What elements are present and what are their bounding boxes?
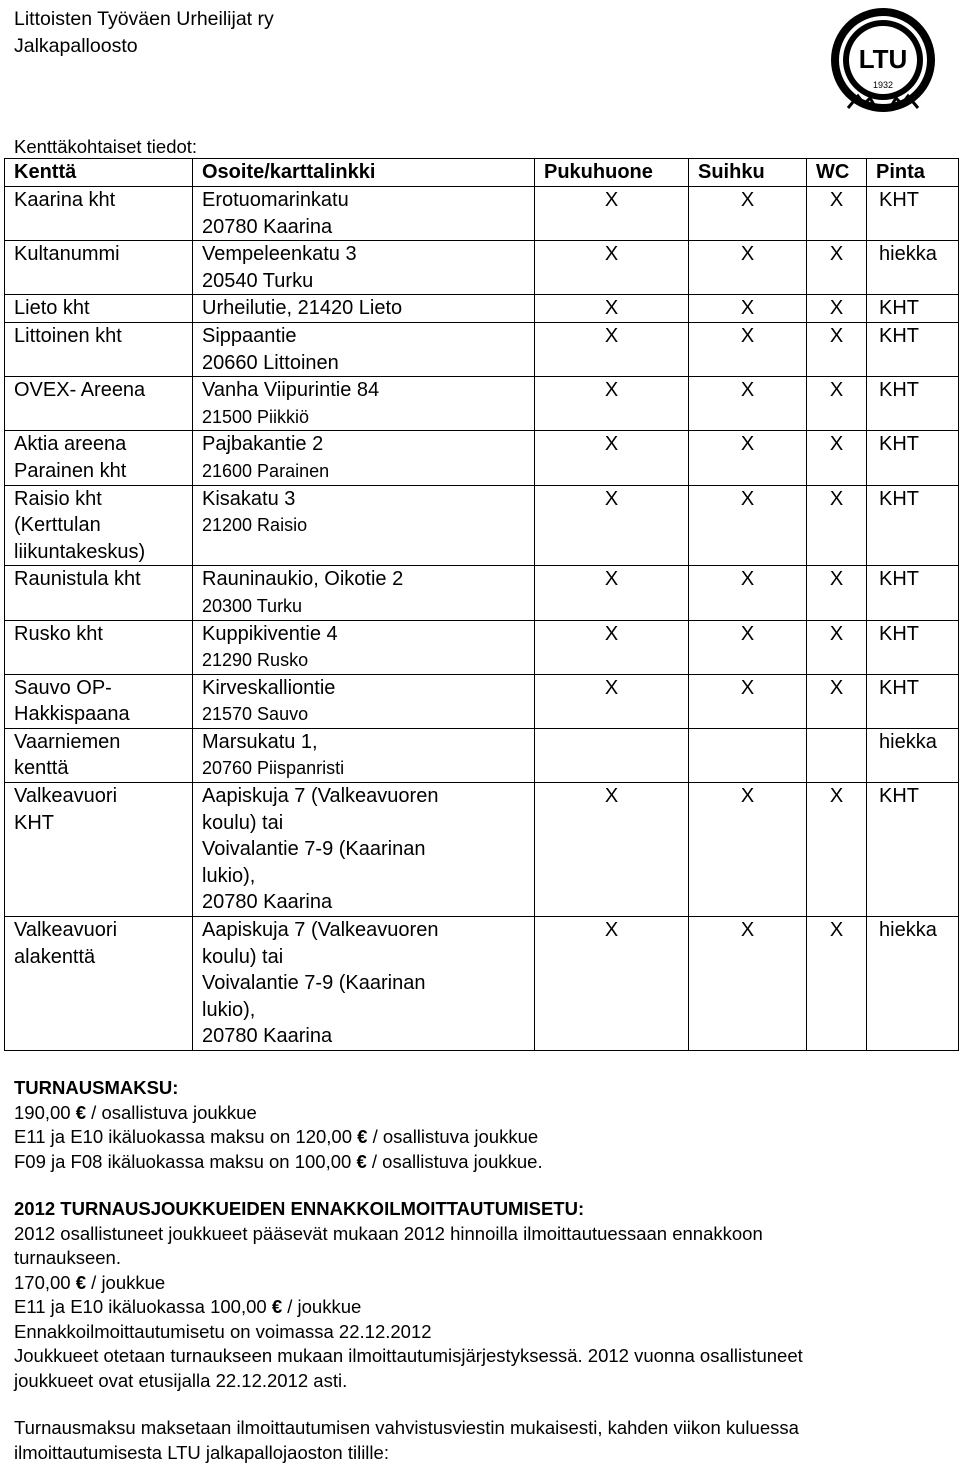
address-line: Aapiskuja 7 (Valkeavuoren xyxy=(202,919,439,942)
field-name-line: KHT xyxy=(14,811,54,834)
cell-dressing-room: X xyxy=(535,620,689,674)
cell-wc: X xyxy=(807,566,867,620)
cell-wc: X xyxy=(807,241,867,295)
field-name-line: alakenttä xyxy=(14,945,96,968)
cell-address xyxy=(193,295,535,323)
cell-field xyxy=(5,187,193,241)
cell-wc: X xyxy=(807,431,867,485)
payment-line: ilmoittautumisesta LTU jalkapallojaoston tilille: xyxy=(14,1441,389,1463)
cell-field xyxy=(5,295,193,323)
early-price-line: 170,00 € / joukkue xyxy=(14,1271,166,1293)
address-line: Voivalantie 7-9 (Kaarinan xyxy=(202,838,426,861)
table-row xyxy=(5,728,959,782)
field-name-line: Aktia areena xyxy=(14,433,127,456)
cell-surface: KHT xyxy=(867,620,959,674)
cell-address xyxy=(193,485,535,566)
address-line: 21290 Rusko xyxy=(202,650,309,671)
address-line: 21200 Raisio xyxy=(202,515,308,536)
cell-dressing-room: X xyxy=(535,917,689,1051)
field-name-line: Raunistula kht xyxy=(14,568,141,591)
cell-field xyxy=(5,431,193,485)
cell-field xyxy=(5,674,193,728)
cell-shower: X xyxy=(689,322,807,376)
cell-dressing-room: X xyxy=(535,295,689,323)
col-header-wc: WC xyxy=(807,159,867,187)
address-line: Kuppikiventie 4 xyxy=(202,622,338,645)
cell-shower: X xyxy=(689,620,807,674)
table-row xyxy=(5,187,959,241)
table-row xyxy=(5,566,959,620)
address-line: Urheilutie, 21420 Lieto xyxy=(202,297,403,320)
table-row xyxy=(5,241,959,295)
cell-shower: X xyxy=(689,917,807,1051)
cell-field xyxy=(5,377,193,431)
cell-surface: KHT xyxy=(867,187,959,241)
address-line: 21570 Sauvo xyxy=(202,704,309,725)
cell-surface: KHT xyxy=(867,322,959,376)
cell-surface: KHT xyxy=(867,377,959,431)
cell-shower: X xyxy=(689,295,807,323)
cell-dressing-room: X xyxy=(535,674,689,728)
address-line: 21500 Piikkiö xyxy=(202,406,310,427)
address-line: 20660 Littoinen xyxy=(202,351,339,374)
table-header-row xyxy=(5,159,959,187)
field-name-line: Kaarina kht xyxy=(14,189,116,211)
cell-surface: KHT xyxy=(867,485,959,566)
cell-shower: X xyxy=(689,241,807,295)
cell-field xyxy=(5,322,193,376)
cell-address xyxy=(193,322,535,376)
table-row xyxy=(5,674,959,728)
cell-surface: hiekka xyxy=(867,241,959,295)
cell-dressing-room: X xyxy=(535,566,689,620)
early-price-line: E11 ja E10 ikäluokassa 100,00 € / joukkue xyxy=(14,1296,362,1317)
section-intro: Kenttäkohtaiset tiedot: xyxy=(14,136,198,157)
cell-surface: KHT xyxy=(867,431,959,485)
org-department: Jalkapalloosto xyxy=(14,35,138,57)
cell-address xyxy=(193,783,535,917)
col-header-shower: Suihku xyxy=(689,159,807,187)
field-name-line: (Kerttulan xyxy=(14,514,101,537)
org-name: Littoisten Työväen Urheilijat ry xyxy=(14,8,274,30)
organization-header xyxy=(14,6,274,60)
field-name-line: Valkeavuori xyxy=(14,785,118,808)
address-line: 20760 Piispanristi xyxy=(202,758,345,779)
early-line: 2012 osallistuneet joukkueet pääsevät mukaan 2012 hinnoilla ilmoittautuessaan ennakkoon xyxy=(14,1222,763,1244)
cell-wc: X xyxy=(807,187,867,241)
col-header-address: Osoite/karttalinkki xyxy=(193,159,535,187)
address-line: Pajbakantie 2 xyxy=(202,433,324,456)
field-name-line: Vaarniemen xyxy=(14,730,121,753)
field-name-line: Parainen kht xyxy=(14,459,127,482)
field-name-line: liikuntakeskus) xyxy=(14,540,146,563)
cell-dressing-room: X xyxy=(535,431,689,485)
fee-line: F09 ja F08 ikäluokassa maksu on 100,00 € / osallistuva joukkue. xyxy=(14,1150,543,1172)
cell-dressing-room: X xyxy=(535,485,689,566)
cell-field xyxy=(5,566,193,620)
cell-wc: X xyxy=(807,620,867,674)
col-header-dressing-room: Pukuhuone xyxy=(535,159,689,187)
cell-shower: X xyxy=(689,783,807,917)
address-line: Erotuomarinkatu xyxy=(202,189,349,211)
cell-dressing-room: X xyxy=(535,783,689,917)
cell-shower: X xyxy=(689,187,807,241)
cell-wc: X xyxy=(807,917,867,1051)
cell-field xyxy=(5,241,193,295)
table-row xyxy=(5,485,959,566)
table-row xyxy=(5,917,959,1051)
ltu-logo xyxy=(828,4,938,116)
cell-field xyxy=(5,620,193,674)
address-line: 20780 Kaarina xyxy=(202,891,333,914)
field-name-line: Sauvo OP- xyxy=(14,676,112,699)
cell-surface: KHT xyxy=(867,566,959,620)
cell-wc: X xyxy=(807,783,867,917)
address-line: Vempeleenkatu 3 xyxy=(202,243,357,266)
address-line: Sippaantie xyxy=(202,324,297,347)
address-line: lukio), xyxy=(202,998,256,1021)
cell-address xyxy=(193,241,535,295)
cell-dressing-room xyxy=(535,728,689,782)
address-line: Vanha Viipurintie 84 xyxy=(202,379,380,402)
cell-address xyxy=(193,566,535,620)
address-line: lukio), xyxy=(202,864,256,887)
address-line: 20780 Kaarina xyxy=(202,1025,333,1048)
table-row xyxy=(5,295,959,323)
cell-shower xyxy=(689,728,807,782)
cell-surface: KHT xyxy=(867,295,959,323)
logo-year: 1932 xyxy=(872,80,894,90)
cell-shower: X xyxy=(689,566,807,620)
cell-shower: X xyxy=(689,377,807,431)
cell-wc: X xyxy=(807,377,867,431)
cell-field xyxy=(5,728,193,782)
cell-dressing-room: X xyxy=(535,241,689,295)
field-name-line: Kultanummi xyxy=(14,243,120,266)
cell-dressing-room: X xyxy=(535,187,689,241)
table-row xyxy=(5,431,959,485)
field-name-line: Hakkispaana xyxy=(14,703,130,726)
cell-shower: X xyxy=(689,431,807,485)
early-title: 2012 TURNAUSJOUKKUEIDEN ENNAKKOILMOITTAUTUMISETU: xyxy=(14,1198,585,1219)
fields-table xyxy=(4,158,959,1051)
cell-wc: X xyxy=(807,322,867,376)
table-row xyxy=(5,377,959,431)
cell-wc: X xyxy=(807,485,867,566)
cell-address xyxy=(193,620,535,674)
fee-title: TURNAUSMAKSU: xyxy=(14,1077,179,1098)
cell-address xyxy=(193,377,535,431)
cell-address xyxy=(193,187,535,241)
cell-dressing-room: X xyxy=(535,322,689,376)
early-line: joukkueet ovat etusijalla 22.12.2012 asti. xyxy=(14,1369,348,1391)
address-line: 20780 Kaarina xyxy=(202,215,333,238)
field-name-line: Lieto kht xyxy=(14,297,90,320)
col-header-surface: Pinta xyxy=(867,159,959,187)
cell-surface: KHT xyxy=(867,783,959,917)
logo-text: LTU xyxy=(858,44,908,74)
address-line: Kisakatu 3 xyxy=(202,487,296,510)
field-name-line: kenttä xyxy=(14,757,69,780)
address-line: 21600 Parainen xyxy=(202,460,330,481)
cell-wc: X xyxy=(807,295,867,323)
table-row xyxy=(5,322,959,376)
cell-address xyxy=(193,674,535,728)
cell-surface: hiekka xyxy=(867,728,959,782)
address-line: Aapiskuja 7 (Valkeavuoren xyxy=(202,785,439,808)
cell-shower: X xyxy=(689,674,807,728)
payment-line: Turnausmaksu maksetaan ilmoittautumisen vahvistusviestin mukaisesti, kahden viikon kuluessa xyxy=(14,1417,799,1438)
field-name-line: Valkeavuori xyxy=(14,919,118,942)
address-line: Kirveskalliontie xyxy=(202,676,336,699)
cell-address xyxy=(193,917,535,1051)
address-line: Voivalantie 7-9 (Kaarinan xyxy=(202,972,426,995)
cell-shower: X xyxy=(689,485,807,566)
early-registration-section xyxy=(14,1197,803,1393)
fee-section xyxy=(14,1076,543,1174)
address-line: 20540 Turku xyxy=(202,269,314,292)
fee-line: E11 ja E10 ikäluokassa maksu on 120,00 € / osallistuva joukkue xyxy=(14,1126,539,1147)
field-name-line: Littoinen kht xyxy=(14,324,122,347)
cell-field xyxy=(5,485,193,566)
cell-field xyxy=(5,783,193,917)
table-row xyxy=(5,783,959,917)
address-line: koulu) tai xyxy=(202,811,284,834)
address-line: koulu) tai xyxy=(202,945,284,968)
cell-wc: X xyxy=(807,674,867,728)
cell-dressing-room: X xyxy=(535,377,689,431)
field-name-line: Raisio kht xyxy=(14,487,102,510)
cell-field xyxy=(5,917,193,1051)
payment-section xyxy=(14,1416,799,1465)
address-line: Marsukatu 1, xyxy=(202,730,318,753)
col-header-field: Kenttä xyxy=(5,159,193,187)
table-row xyxy=(5,620,959,674)
early-line: Ennakkoilmoittautumisetu on voimassa 22.12.2012 xyxy=(14,1320,432,1342)
cell-address xyxy=(193,431,535,485)
field-name-line: Rusko kht xyxy=(14,622,103,645)
cell-wc xyxy=(807,728,867,782)
address-line: 20300 Turku xyxy=(202,595,303,616)
early-line: turnaukseen. xyxy=(14,1247,121,1268)
fee-line: 190,00 € / osallistuva joukkue xyxy=(14,1101,257,1123)
cell-address xyxy=(193,728,535,782)
field-name-line: OVEX- Areena xyxy=(14,379,146,402)
address-line: Rauninaukio, Oikotie 2 xyxy=(202,568,404,591)
early-line: Joukkueet otetaan turnaukseen mukaan ilmoittautumisjärjestyksessä. 2012 vuonna osallistuneet xyxy=(14,1345,803,1366)
cell-surface: KHT xyxy=(867,674,959,728)
cell-surface: hiekka xyxy=(867,917,959,1051)
